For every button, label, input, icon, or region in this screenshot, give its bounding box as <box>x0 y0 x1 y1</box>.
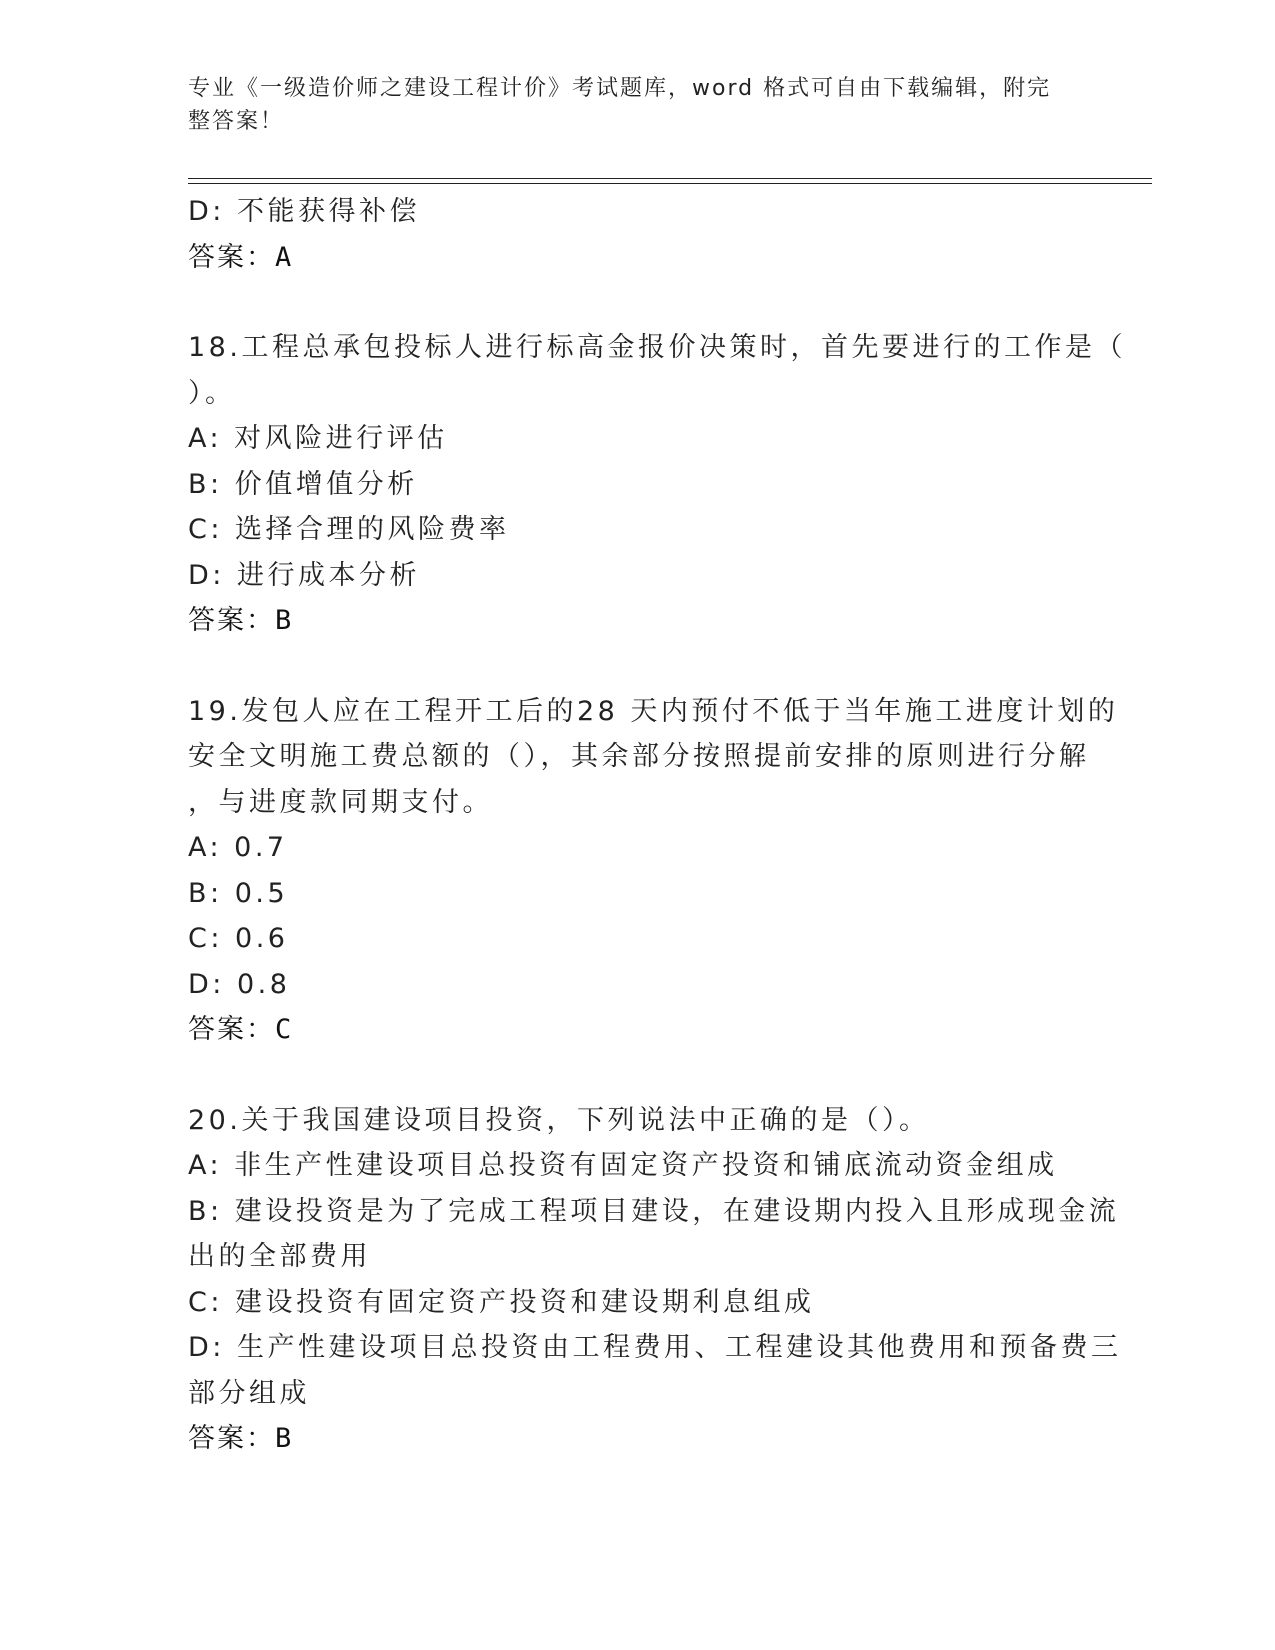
q18-option-d: D: 进行成本分析 <box>188 559 420 591</box>
answer-label: 答案： <box>188 605 275 636</box>
q19-stem-line2: 安全文明施工费总额的（），其余部分按照提前安排的原则进行分解 <box>188 741 1090 772</box>
q19-option-d: D: 0.8 <box>188 968 291 1000</box>
question-19 <box>188 689 1119 1053</box>
q18-option-a: A: 对风险进行评估 <box>188 423 448 454</box>
question-18 <box>188 325 1126 644</box>
q18-stem-line1: 18.工程总承包投标人进行标高金报价决策时，首先要进行的工作是（ <box>188 332 1126 363</box>
spacer <box>188 280 1088 325</box>
answer-value: C <box>275 1014 294 1045</box>
answer-label: 答案： <box>188 1014 275 1045</box>
spacer <box>188 644 1088 689</box>
page-header <box>188 72 1068 138</box>
q20-stem-line1: 20.关于我国建设项目投资，下列说法中正确的是（）。 <box>188 1104 930 1136</box>
question-20 <box>188 1098 1122 1462</box>
q19-option-b: B: 0.5 <box>188 877 289 909</box>
q17-answer <box>188 235 1088 281</box>
q19-option-c: C: 0.6 <box>188 923 289 954</box>
q20-option-b-line1: B: 建设投资是为了完成工程项目建设，在建设期内投入且形成现金流 <box>188 1195 1120 1227</box>
q20-option-c: C: 建设投资有固定资产投资和建设期利息组成 <box>188 1286 815 1318</box>
spacer <box>188 1053 1088 1098</box>
q17-option-d: D: 不能获得补偿 <box>188 196 420 227</box>
q20-option-b-line2: 出的全部费用 <box>188 1241 371 1272</box>
answer-label: 答案： <box>188 241 275 273</box>
header-text: 专业《一级造价师之建设工程计价》考试题库，word 格式可自由下载编辑，附完整答案！ <box>188 76 1052 134</box>
q20-option-d-line2: 部分组成 <box>188 1377 310 1409</box>
q19-stem-line1: 19.发包人应在工程开工后的28 天内预付不低于当年施工进度计划的 <box>188 695 1119 727</box>
q20-answer <box>188 1416 1088 1462</box>
question-17 <box>188 189 1088 280</box>
q18-option-b: B: 价值增值分析 <box>188 468 418 500</box>
header-rule-top <box>188 178 1152 179</box>
question-content <box>188 189 1126 1462</box>
q19-stem-line3: ，与进度款同期支付。 <box>188 786 493 818</box>
answer-value: B <box>275 1423 294 1454</box>
q19-answer <box>188 1007 1088 1053</box>
answer-value: A <box>275 241 294 273</box>
q18-stem-line2: ）。 <box>188 377 236 409</box>
q20-option-a: A: 非生产性建设项目总投资有固定资产投资和铺底流动资金组成 <box>188 1150 1058 1181</box>
header-rule-bottom <box>188 183 1152 184</box>
q18-answer <box>188 598 1088 644</box>
answer-value: B <box>275 605 294 636</box>
q19-option-a: A: 0.7 <box>188 832 288 863</box>
q20-option-d-line1: D: 生产性建设项目总投资由工程费用、工程建设其他费用和预备费三 <box>188 1332 1122 1363</box>
q18-option-c: C: 选择合理的风险费率 <box>188 514 510 545</box>
answer-label: 答案： <box>188 1423 275 1454</box>
